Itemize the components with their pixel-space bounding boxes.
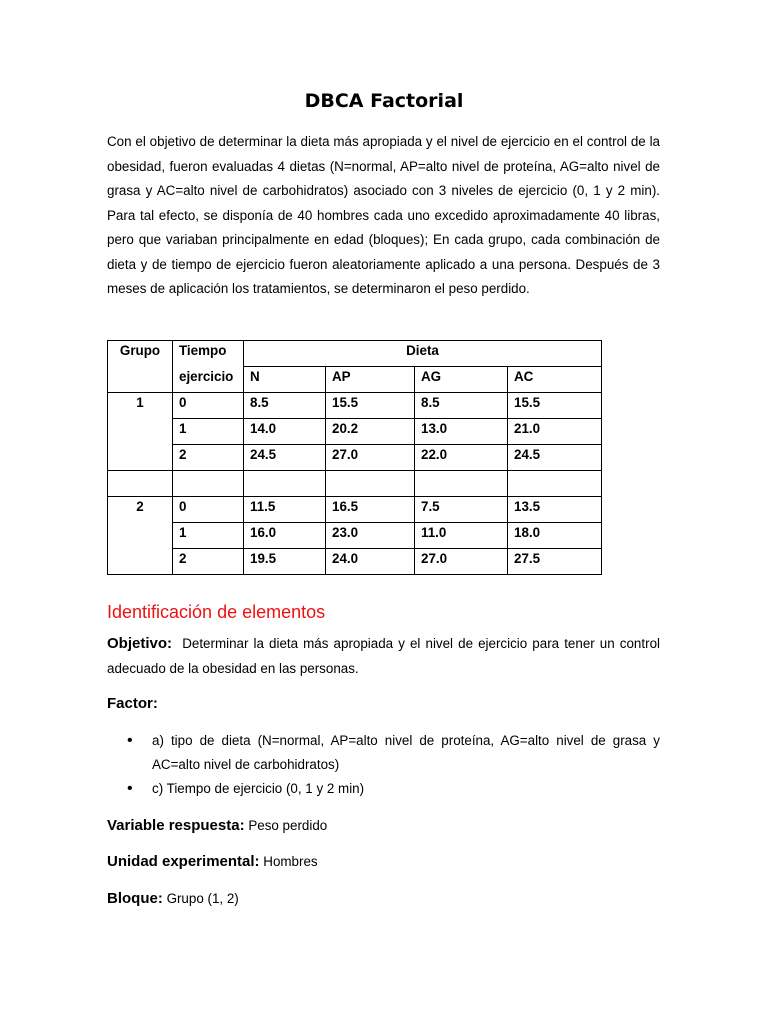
objetivo-label: Objetivo:: [107, 635, 173, 652]
header-dieta: Dieta: [244, 341, 602, 367]
factor-label: Factor:: [107, 695, 158, 712]
factor-heading: [107, 692, 660, 717]
bullet-icon: •: [127, 780, 133, 797]
table-header-row: [108, 341, 602, 367]
intro-paragraph: Con el objetivo de determinar la dieta más apropiada y el nivel de ejercicio en el control de la obesidad, fueron evaluadas 4 dietas (N=normal, AP=alto nivel de proteína, AG=alto nivel de grasa y AC=alto nivel de carbohidratos) asociado con 3 niveles de ejercicio (0, 1 y 2 min). Para tal efecto, se disponía de 40 hombres cada uno excedido aproximadamente 40 libras, pero que variaban principalmente en edad (bloques); En cada grupo, cada combinación de dieta y de tiempo de ejercicio fueron aleatoriamente aplicado a una persona. Después de 3 meses de aplicación los tratamientos, se determinaron el peso perdido.: [107, 134, 660, 296]
table-row: [108, 549, 602, 575]
value-cell: 14.0: [244, 419, 326, 445]
header-tiempo-line1: Tiempo: [173, 341, 244, 367]
factor-list: [107, 729, 660, 801]
time-cell: 0: [173, 393, 244, 419]
data-table: [107, 340, 602, 575]
objetivo-text: Determinar la dieta más apropiada y el nivel de ejercicio para tener un control adecuado de la obesidad en las personas.: [107, 636, 660, 676]
value-cell: 24.5: [508, 445, 602, 471]
table-spacer-row: [108, 471, 602, 497]
empty-cell: [415, 471, 508, 497]
table-row: [108, 497, 602, 523]
list-item: [107, 777, 660, 801]
value-cell: 15.5: [326, 393, 415, 419]
time-cell: 1: [173, 419, 244, 445]
value-cell: 13.5: [508, 497, 602, 523]
variable-label: Variable respuesta:: [107, 817, 245, 834]
value-cell: 7.5: [415, 497, 508, 523]
bloque-value: Grupo (1, 2): [166, 891, 239, 906]
empty-cell: [173, 471, 244, 497]
value-cell: 11.0: [415, 523, 508, 549]
header-diet-ag: AG: [415, 367, 508, 393]
value-cell: 13.0: [415, 419, 508, 445]
group-label: 1: [108, 393, 173, 471]
empty-cell: [326, 471, 415, 497]
section-heading: Identificación de elementos: [107, 602, 326, 622]
value-cell: 22.0: [415, 445, 508, 471]
table-row: [108, 393, 602, 419]
header-diet-ac: AC: [508, 367, 602, 393]
header-diet-n: N: [244, 367, 326, 393]
bloque: [107, 887, 239, 911]
empty-cell: [508, 471, 602, 497]
page-title: DBCA Factorial: [304, 90, 464, 112]
unidad-label: Unidad experimental:: [107, 853, 260, 870]
header-tiempo-line2: ejercicio: [173, 367, 244, 393]
table-row: [108, 445, 602, 471]
value-cell: 15.5: [508, 393, 602, 419]
value-cell: 8.5: [244, 393, 326, 419]
list-item: [107, 729, 660, 777]
bloque-label: Bloque:: [107, 890, 163, 907]
group-label: 2: [108, 497, 173, 575]
empty-cell: [244, 471, 326, 497]
empty-cell: [108, 471, 173, 497]
variable-respuesta: [107, 814, 327, 838]
bullet-icon: •: [127, 732, 133, 749]
unidad-experimental: [107, 850, 318, 874]
value-cell: 21.0: [508, 419, 602, 445]
value-cell: 8.5: [415, 393, 508, 419]
factor-item-text: a) tipo de dieta (N=normal, AP=alto nivel de proteína, AG=alto nivel de grasa y AC=alto nivel de carbohidratos): [152, 733, 660, 772]
header-diet-ap: AP: [326, 367, 415, 393]
table-row: [108, 523, 602, 549]
value-cell: 27.0: [326, 445, 415, 471]
value-cell: 11.5: [244, 497, 326, 523]
factor-item-text: c) Tiempo de ejercicio (0, 1 y 2 min): [152, 781, 365, 796]
table-header-row: [108, 367, 602, 393]
variable-value: Peso perdido: [248, 818, 328, 833]
time-cell: 0: [173, 497, 244, 523]
value-cell: 19.5: [244, 549, 326, 575]
objetivo-paragraph: [107, 632, 660, 681]
value-cell: 24.0: [326, 549, 415, 575]
time-cell: 2: [173, 445, 244, 471]
unidad-value: Hombres: [263, 854, 318, 869]
table-row: [108, 419, 602, 445]
value-cell: 23.0: [326, 523, 415, 549]
header-grupo: Grupo: [108, 341, 173, 393]
time-cell: 1: [173, 523, 244, 549]
value-cell: 27.0: [415, 549, 508, 575]
value-cell: 27.5: [508, 549, 602, 575]
value-cell: 24.5: [244, 445, 326, 471]
value-cell: 20.2: [326, 419, 415, 445]
value-cell: 18.0: [508, 523, 602, 549]
time-cell: 2: [173, 549, 244, 575]
value-cell: 16.0: [244, 523, 326, 549]
value-cell: 16.5: [326, 497, 415, 523]
